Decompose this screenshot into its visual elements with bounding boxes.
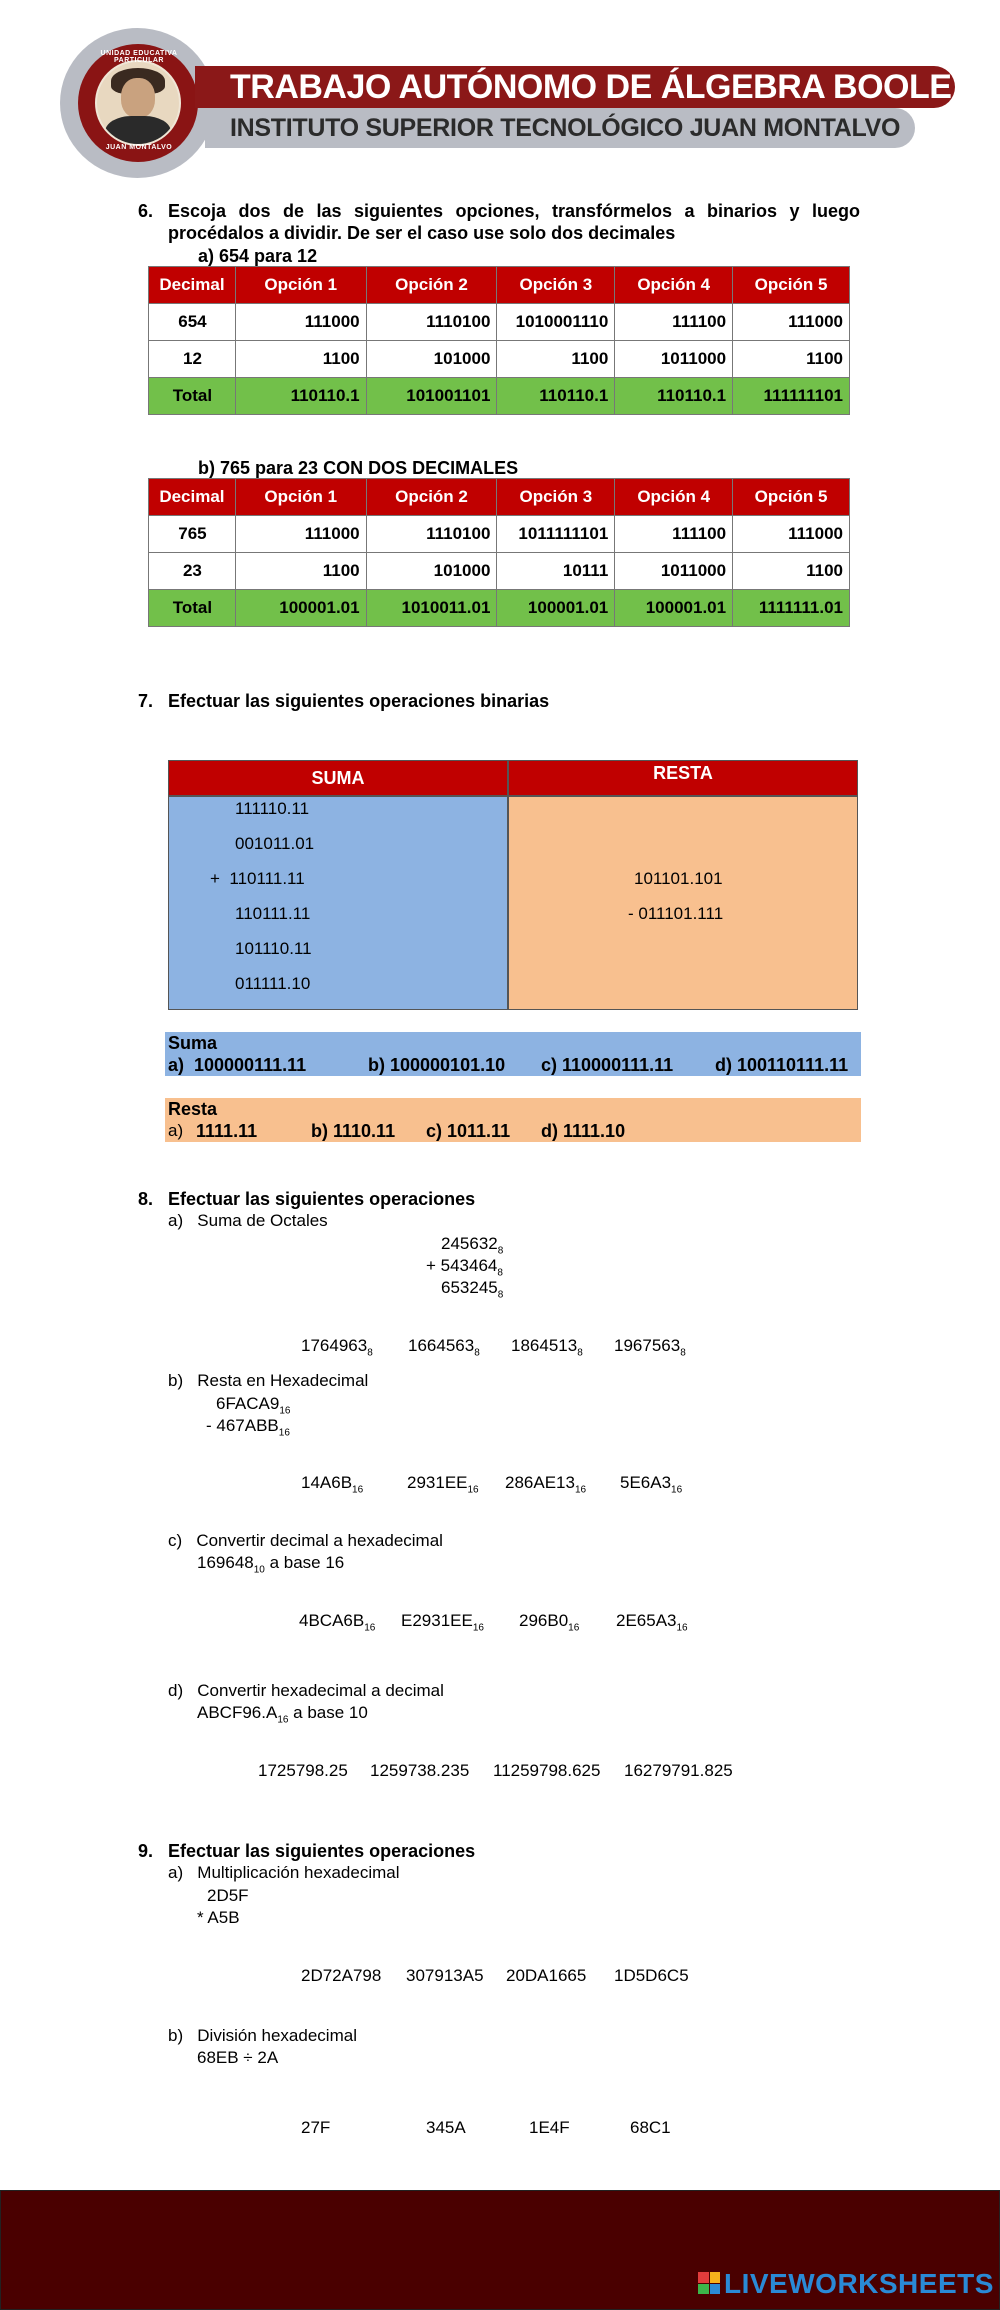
q6-table-b	[148, 478, 850, 627]
suma-answers-title: Suma	[168, 1033, 218, 1053]
q8-b-option[interactable]: $14A6B_{16}$	[301, 1473, 364, 1496]
table-cell: 111000	[235, 304, 366, 341]
answer-cell[interactable]: 110110.1	[497, 378, 615, 415]
octal-operand: $653245_8$	[441, 1278, 504, 1301]
table-row	[149, 341, 850, 378]
total-row	[149, 590, 850, 627]
q8-c-option[interactable]: $296B0_{16}$	[519, 1611, 580, 1634]
suma-line: 101110.11	[235, 939, 312, 958]
suma-line: + 110111.11	[210, 869, 305, 888]
header-opcion-3: Opción 3	[497, 267, 615, 304]
table-row	[149, 553, 850, 590]
liveworksheets-brand[interactable]: LIVEWORKSHEETS	[724, 2268, 994, 2299]
table-header-row	[149, 267, 850, 304]
header-opcion-2: Opción 2	[366, 479, 497, 516]
hex-operand: * A5B	[197, 1908, 240, 1927]
q8-a-option[interactable]: $1967563_8$	[614, 1336, 686, 1359]
octal-operand: + $543464_8$	[426, 1256, 503, 1279]
header-opcion-4: Opción 4	[615, 479, 733, 516]
answer-cell[interactable]: 100001.01	[497, 590, 615, 627]
suma-line: 111110.11	[235, 799, 310, 818]
suma-line: 110111.11	[235, 904, 311, 923]
hex-operand: 2D5F	[207, 1886, 249, 1905]
table-cell: 654	[149, 304, 236, 341]
octal-operand: $245632_8$	[441, 1234, 504, 1257]
total-row	[149, 378, 850, 415]
table-cell: 101000	[366, 341, 497, 378]
q9-text: Efectuar las siguientes operaciones	[168, 1841, 476, 1861]
q8-b-label: b) Resta en Hexadecimal	[168, 1371, 369, 1390]
hex-operand: 68EB ÷ 2A	[197, 2048, 279, 2067]
table-cell: 1100	[497, 341, 615, 378]
q8-a-option[interactable]: $1764963_8$	[301, 1336, 373, 1359]
table-row	[149, 516, 850, 553]
answer-cell[interactable]: 100001.01	[615, 590, 733, 627]
q8-d-option[interactable]: 11259798.625	[493, 1761, 601, 1780]
portrait-image	[95, 60, 181, 146]
resta-answers-box	[165, 1098, 861, 1142]
q8-c-option[interactable]: $2E65A3_{16}$	[616, 1611, 688, 1634]
table-cell: 1010001110	[497, 304, 615, 341]
answer-cell[interactable]: 100001.01	[235, 590, 366, 627]
q8-d-label: d) Convertir hexadecimal a decimal	[168, 1681, 444, 1700]
table-cell: 765	[149, 516, 236, 553]
q8-a-option[interactable]: $1864513_8$	[511, 1336, 583, 1359]
table-cell: 1100	[733, 341, 850, 378]
q9-a-option[interactable]: 1D5D6C5	[614, 1966, 689, 1985]
resta-line: 101101.101	[634, 869, 723, 888]
q6-b-label: b) 765 para 23 CON DOS DECIMALES	[198, 458, 519, 478]
q9-a-label: a) Multiplicación hexadecimal	[168, 1863, 400, 1882]
q8-b-option[interactable]: $5E6A3_{16}$	[620, 1473, 683, 1496]
q8-c-label: c) Convertir decimal a hexadecimal	[168, 1531, 443, 1550]
table-cell: 111100	[615, 304, 733, 341]
table-cell: 111100	[615, 516, 733, 553]
table-cell: 1100	[235, 553, 366, 590]
suma-option-b[interactable]: b) 100000101.10	[368, 1055, 506, 1075]
table-cell: 101000	[366, 553, 497, 590]
q9-b-option[interactable]: 1E4F	[529, 2118, 570, 2137]
answer-cell[interactable]: 110110.1	[235, 378, 366, 415]
q8-c-option[interactable]: $E2931EE_{16}$	[401, 1611, 484, 1634]
q8-d-value: $ABCF96.A_{16}$ a base 10	[197, 1703, 368, 1726]
logo-text-bottom: JUAN MONTALVO	[105, 144, 173, 151]
table-cell: Total	[149, 590, 236, 627]
header-decimal: Decimal	[149, 267, 236, 304]
q8-a-option[interactable]: $1664563_8$	[408, 1336, 480, 1359]
q6-text-line2: procédalos a dividir. De ser el caso use solo dos decimales	[168, 223, 676, 243]
resta-header: RESTA	[508, 760, 858, 796]
answer-cell[interactable]: 101001101	[366, 378, 497, 415]
table-cell: 10111	[497, 553, 615, 590]
page-title: TRABAJO AUTÓNOMO DE ÁLGEBRA BOOLE	[230, 68, 952, 106]
table-cell: 1011000	[615, 341, 733, 378]
q8-c-option[interactable]: $4BCA6B_{16}$	[299, 1611, 376, 1634]
table-cell: 1110100	[366, 516, 497, 553]
hex-operand: - $467ABB_{16}$	[206, 1416, 290, 1439]
header-opcion-1: Opción 1	[235, 267, 366, 304]
table-cell: 111000	[733, 516, 850, 553]
answer-cell[interactable]: 1111111.01	[733, 590, 850, 627]
q9-b-option[interactable]: 27F	[301, 2118, 331, 2137]
table-cell: 1110100	[366, 304, 497, 341]
table-cell: Total	[149, 378, 236, 415]
q6-table-a	[148, 266, 850, 415]
q9-number: 9.	[138, 1841, 154, 1861]
header-opcion-1: Opción 1	[235, 479, 366, 516]
table-row	[149, 304, 850, 341]
table-cell: 1011000	[615, 553, 733, 590]
q7-number: 7.	[138, 691, 154, 711]
q9-a-option[interactable]: 307913A5	[406, 1966, 484, 1985]
resta-line: - 011101.111	[628, 904, 724, 923]
header-opcion-2: Opción 2	[366, 267, 497, 304]
header-opcion-5: Opción 5	[733, 267, 850, 304]
q8-a-label: a) Suma de Octales	[168, 1211, 328, 1230]
q8-b-option[interactable]: $286AE13_{16}$	[505, 1473, 587, 1496]
table-header-row	[149, 479, 850, 516]
q8-b-option[interactable]: $2931EE_{16}$	[407, 1473, 479, 1496]
q7-text: Efectuar las siguientes operaciones binarias	[168, 691, 550, 711]
header-opcion-5: Opción 5	[733, 479, 850, 516]
suma-header: SUMA	[168, 760, 508, 796]
resta-answers-title: Resta	[168, 1099, 218, 1119]
suma-option-a[interactable]: a) 100000111.11	[168, 1055, 307, 1075]
resta-option-b[interactable]: b) 1110.11	[311, 1121, 396, 1141]
q8-text: Efectuar las siguientes operaciones	[168, 1189, 476, 1209]
logo-text-top: UNIDAD EDUCATIVA PARTICULAR	[100, 50, 178, 64]
answer-cell[interactable]: 1010011.01	[366, 590, 497, 627]
q9-a-option[interactable]: 2D72A798	[301, 1966, 382, 1985]
q9-b-option[interactable]: 68C1	[630, 2118, 671, 2137]
suma-option-d[interactable]: d) 100110111.11	[715, 1055, 849, 1075]
header-opcion-4: Opción 4	[615, 267, 733, 304]
liveworksheets-logo-icon	[698, 2272, 720, 2294]
answer-cell[interactable]: 110110.1	[615, 378, 733, 415]
q8-d-option[interactable]: 16279791.825	[624, 1761, 733, 1780]
table-cell: 111000	[733, 304, 850, 341]
table-cell: 1011111101	[497, 516, 615, 553]
suma-line: 001011.01	[235, 834, 315, 853]
answer-cell[interactable]: 111111101	[733, 378, 850, 415]
q6-a-label: a) 654 para 12	[198, 246, 318, 266]
q8-d-option[interactable]: 1259738.235	[370, 1761, 470, 1780]
table-cell: 1100	[733, 553, 850, 590]
table-cell: 1100	[235, 341, 366, 378]
q8-number: 8.	[138, 1189, 154, 1209]
suma-panel	[168, 796, 508, 1010]
q8-c-value: $169648_{10}$ a base 16	[197, 1553, 345, 1576]
resta-option-a-label: a)	[168, 1121, 184, 1140]
resta-option-c[interactable]: c) 1011.11	[426, 1121, 511, 1141]
q8-d-option[interactable]: 1725798.25	[258, 1761, 348, 1780]
suma-line: 011111.10	[235, 974, 311, 993]
page-subtitle: INSTITUTO SUPERIOR TECNOLÓGICO JUAN MONTALVO	[230, 114, 901, 142]
header-decimal: Decimal	[149, 479, 236, 516]
hex-operand: $6FACA9_{16}$	[216, 1394, 291, 1417]
suma-option-c[interactable]: c) 110000111.11	[541, 1055, 674, 1075]
q9-b-option[interactable]: 345A	[426, 2118, 466, 2137]
table-cell: 111000	[235, 516, 366, 553]
table-cell: 23	[149, 553, 236, 590]
q9-b-label: b) División hexadecimal	[168, 2026, 357, 2045]
q9-a-option[interactable]: 20DA1665	[506, 1966, 587, 1985]
header-opcion-3: Opción 3	[497, 479, 615, 516]
q6-text-line1: Escoja dos de las siguientes opciones, transfórmelos a binarios y luego	[168, 201, 860, 221]
resta-option-a[interactable]: 1111.11	[196, 1121, 258, 1141]
resta-option-d[interactable]: d) 1111.10	[541, 1121, 626, 1141]
table-cell: 12	[149, 341, 236, 378]
q6-number: 6.	[138, 201, 154, 221]
